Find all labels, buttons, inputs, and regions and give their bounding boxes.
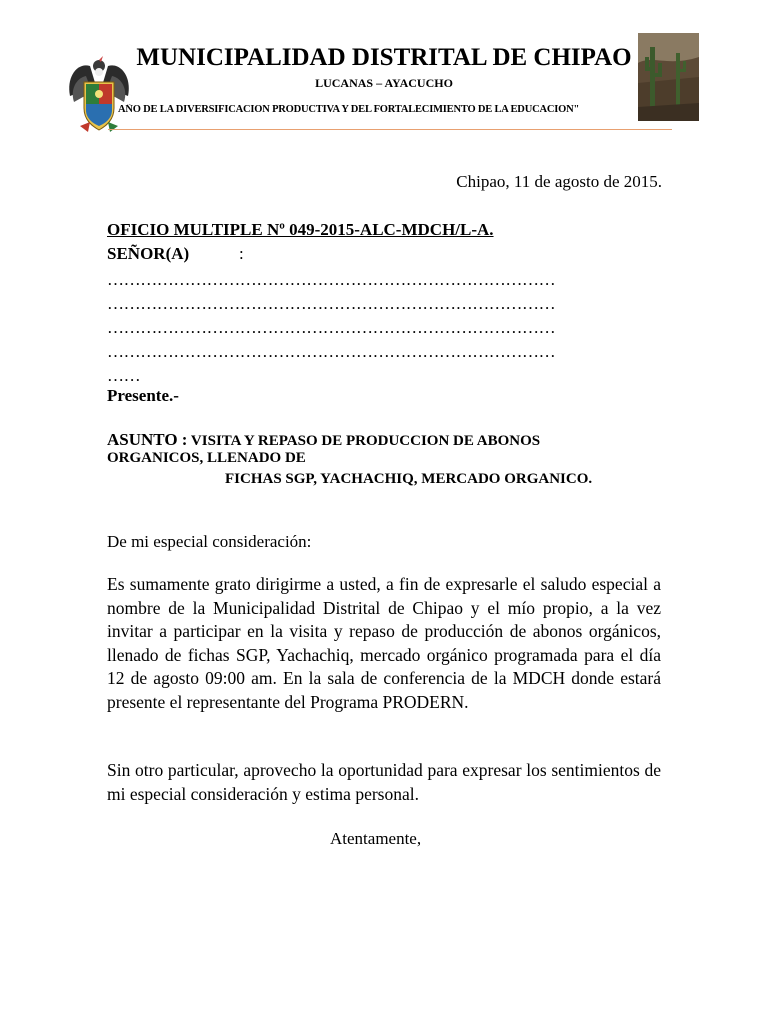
subject-line-1	[107, 429, 660, 452]
subject-label: ASUNTO :	[107, 430, 188, 449]
recipient-dotted-lines	[107, 268, 667, 388]
municipality-title: MUNICIPALIDAD DISTRITAL DE CHIPAO	[136, 44, 632, 71]
greeting: De mi especial consideración:	[107, 532, 312, 551]
closing: Atentamente,	[330, 829, 422, 848]
letter-reference: OFICIO MULTIPLE Nº 049-2015-ALC-MDCH/L-A.	[107, 220, 494, 239]
header-divider	[108, 129, 672, 130]
presente-label: Presente.-	[107, 386, 179, 405]
year-motto-wrapper	[118, 104, 646, 122]
subject-line-3: FICHAS SGP, YACHACHIQ, MERCADO ORGANICO.	[225, 471, 593, 487]
subject-line-2: ORGANICOS, LLENADO DE	[107, 450, 306, 466]
dotted-line: ……	[107, 366, 141, 385]
body-paragraph-1: Es sumamente grato dirigirme a usted, a fin de expresarle el saludo especial a nombre de la Municipalidad Distrital de Chipao y el mío propio, a la vez invitar a participar en la visita y repaso de producción de abonos orgánicos, llenado de fichas SGP, Yachachiq, mercado orgánico programada para el día 12 de agosto 09:00 am. En la sala de conferencia de la MDCH donde estará presente el representante del Programa PRODERN.	[107, 574, 661, 712]
dotted-line: ………………………………………………………………………	[107, 318, 556, 337]
dotted-line: ………………………………………………………………………	[107, 342, 556, 361]
dotted-line: ………………………………………………………………………	[107, 270, 556, 289]
year-motto: AÑO DE LA DIVERSIFICACION PRODUCTIVA Y DEL FORTALECIMIENTO DE LA EDUCACION"	[118, 104, 580, 115]
body-paragraph-2: Sin otro particular, aprovecho la oportunidad para expresar los sentimientos de mi especial consideración y estima personal.	[107, 760, 661, 804]
recipient-colon: :	[239, 244, 244, 263]
dotted-line: ………………………………………………………………………	[107, 294, 556, 313]
subject-text-1: VISITA Y REPASO DE PRODUCCION DE ABONOS	[187, 433, 541, 449]
letter-date: Chipao, 11 de agosto de 2015.	[456, 172, 662, 191]
municipality-location: LUCANAS – AYACUCHO	[315, 76, 453, 90]
recipient-label: SEÑOR(A)	[107, 244, 190, 263]
